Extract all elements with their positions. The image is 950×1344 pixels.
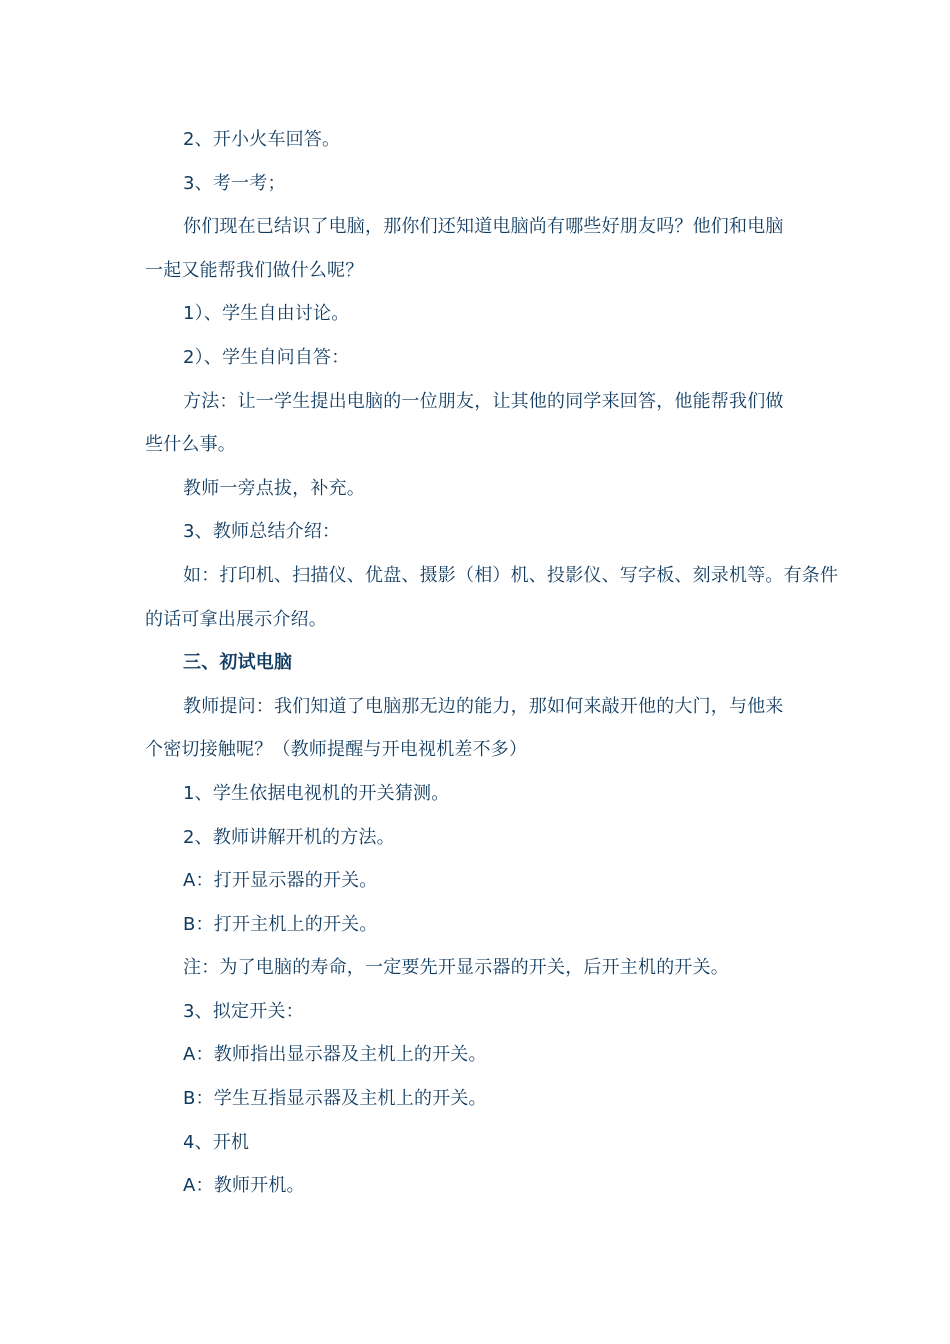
paragraph-line: 些什么事。 bbox=[145, 434, 236, 456]
paragraph-line: 教师一旁点拔，补充。 bbox=[183, 477, 365, 499]
paragraph-line: 如：打印机、扫描仪、优盘、摄影（相）机、投影仪、写字板、刻录机等。有条件 bbox=[183, 564, 839, 586]
paragraph-line: 2、开小火车回答。 bbox=[183, 129, 341, 150]
paragraph-line: 你们现在已结识了电脑，那你们还知道电脑尚有哪些好朋友吗？他们和电脑 bbox=[183, 216, 784, 238]
section-heading: 三、初试电脑 bbox=[183, 652, 293, 674]
paragraph-line: B：学生互指显示器及主机上的开关。 bbox=[183, 1088, 487, 1110]
paragraph-line: 一起又能帮我们做什么呢？ bbox=[145, 259, 364, 281]
paragraph-line: 1、学生依据电视机的开关猜测。 bbox=[183, 782, 450, 804]
paragraph-line: 4、开机 bbox=[183, 1131, 250, 1153]
document-body bbox=[145, 118, 839, 1208]
paragraph-line: 2）、学生自问自答： bbox=[183, 346, 350, 368]
paragraph-line: B：打开主机上的开关。 bbox=[183, 913, 378, 935]
paragraph-line: A：打开显示器的开关。 bbox=[183, 870, 378, 892]
paragraph-line: 2、教师讲解开机的方法。 bbox=[183, 826, 395, 848]
paragraph-line: 1）、学生自由讨论。 bbox=[183, 303, 350, 325]
paragraph-line: A：教师指出显示器及主机上的开关。 bbox=[183, 1044, 487, 1066]
paragraph-line: 注：为了电脑的寿命，一定要先开显示器的开关，后开主机的开关。 bbox=[183, 957, 729, 979]
paragraph-line: 教师提问：我们知道了电脑那无边的能力，那如何来敲开他的大门，与他来 bbox=[183, 695, 784, 717]
paragraph-line: 3、考一考； bbox=[183, 172, 286, 194]
paragraph-line: A：教师开机。 bbox=[183, 1175, 305, 1197]
paragraph-line: 的话可拿出展示介绍。 bbox=[145, 608, 327, 630]
paragraph-line: 3、拟定开关： bbox=[183, 1000, 304, 1022]
paragraph-line: 3、教师总结介绍： bbox=[183, 521, 341, 543]
paragraph-line: 个密切接触呢？（教师提醒与开电视机差不多） bbox=[145, 739, 528, 761]
paragraph-line: 方法：让一学生提出电脑的一位朋友，让其他的同学来回答，他能帮我们做 bbox=[183, 390, 784, 412]
